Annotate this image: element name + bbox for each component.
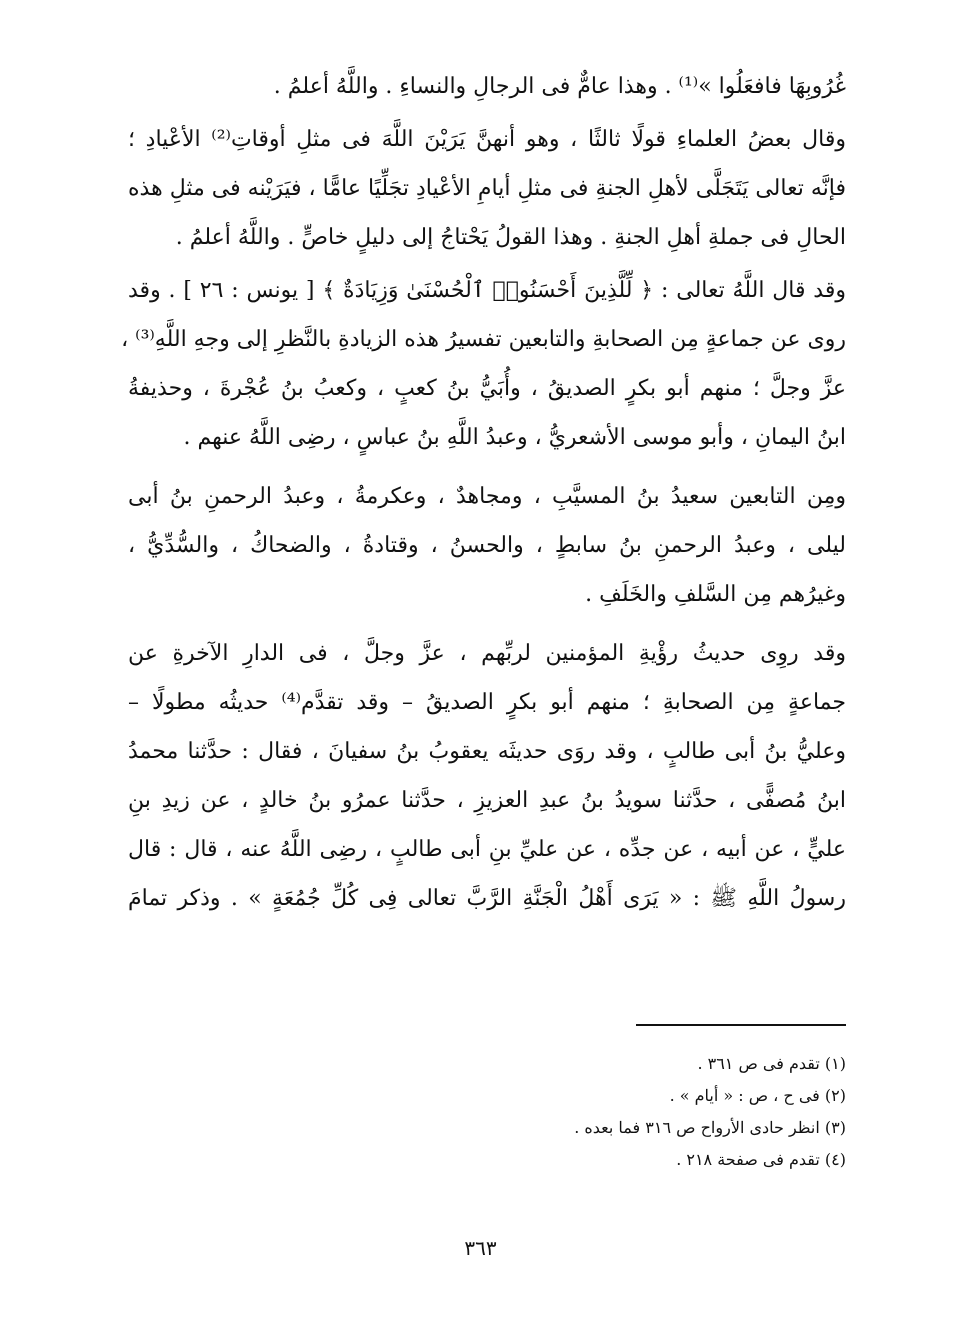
text-line: ومِن التابعين سعيدُ بنُ المسيَّبِ ، ومجاهدٌ ، وعكرمةُ ، وعبدُ الرحمنِ بنُ أبى xyxy=(128,484,846,509)
text-line: روى عن جماعةٍ مِن الصحابةِ والتابعين تفسيرُ هذه الزيادةِ بالنَّظرِ إلى وجهِ اللَّهِ⁽³⁾ ، xyxy=(121,327,846,352)
footnote-2: (٢) فى ح ، ص : « أيام » . xyxy=(669,1086,846,1105)
text-line: ابنُ مُصفًّى ، حدَّثنا سويدُ بنُ عبدِ العزيزِ ، حدَّثنا عمرُو بنُ خالدٍ ، عن زيدِ بنِ xyxy=(128,788,846,813)
footnotes xyxy=(326,1048,846,1176)
paragraph-3 xyxy=(121,266,846,462)
paragraph-1 xyxy=(128,62,846,111)
text-line: وقد قال اللَّهُ تعالى : ﴿ لِّلَّذِينَ أَحْسَنُوا۟ ٱلْحُسْنَىٰ وَزِيَادَةٌ ﴾ [ يونس : ٢٦ ] . وقد xyxy=(128,278,846,303)
main-text xyxy=(121,62,847,923)
text-line: عليٍّ ، عن أبيه ، عن جدِّه ، عن عليِّ بنِ أبى طالبٍ ، رضِى اللَّهُ عنه ، قال : قال xyxy=(128,837,846,862)
text-line: فإنَّه تعالى يَتَجَلَّى لأهلِ الجنةِ فى مثلِ أيامِ الأعْيادِ تجَلِّيًا عامًّا ، فيَرَيْنه فى مثلِ هذه xyxy=(128,176,846,201)
text-line: وقال بعضُ العلماءِ قولًا ثالثًا ، وهو أنهنَّ يَرَيْنَ اللَّهَ فى مثلِ أوقاتِ⁽²⁾ الأعْيادِ ؛ xyxy=(128,127,847,152)
page-number: ٣٦٣ xyxy=(464,1236,497,1260)
text-line: ابنُ اليمانِ ، وأبو موسى الأشعريُّ ، وعبدُ اللَّهِ بنُ عباسٍ ، رضِى اللَّهُ عنهم . xyxy=(183,425,846,450)
text-line: جماعةٍ مِن الصحابةِ ؛ منهم أبو بكرٍ الصديقُ – وقد تقدَّم⁽⁴⁾ حديثُه مطولًا – xyxy=(128,690,846,715)
text-line: غُرُوبِهَا فافعَلُوا »⁽¹⁾ . وهذا عامٌّ فى الرجالِ والنساءِ . واللَّهُ أعلمُ . xyxy=(273,74,846,99)
text-line: ليلى ، وعبدُ الرحمنِ بنُ سابطٍ ، والحسنُ ، وقتادةُ ، والضحاكُ ، والسُّدِّيُّ ، xyxy=(128,533,846,558)
paragraph-4 xyxy=(128,472,846,619)
text-line: وقد روِى حديثُ رؤْيةِ المؤمنين لربِّهم ، عزَّ وجلَّ ، فى الدارِ الآخرةِ عن xyxy=(128,641,846,666)
footnote-divider xyxy=(636,1024,846,1026)
text-line: عزَّ وجلَّ ؛ منهم أبو بكرٍ الصديقُ ، وأُبَيُّ بنُ كعبٍ ، وكعبُ بنُ عُجْرةَ ، وحذيفةُ xyxy=(128,376,846,401)
paragraph-5 xyxy=(128,629,846,923)
text-line: رسولُ اللَّهِ ﷺ : « يَرَى أَهْلُ الْجَنَّةِ الرَّبَّ تعالى فِى كُلِّ جُمُعَةٍ » . وذكر تمامَ xyxy=(128,886,846,911)
text-line: الحالِ فى جملةِ أهلِ الجنةِ . وهذا القولُ يَحْتاجُ إلى دليلٍ خاصٍّ . واللَّهُ أعلمُ . xyxy=(175,225,846,250)
footnote-4: (٤) تقدم فى صفحة ٢١٨ . xyxy=(676,1150,846,1169)
text-line: وغيرُهم مِن السَّلفِ والخَلَفِ . xyxy=(585,582,846,607)
footnote-3: (٣) انظر حادى الأرواح ص ٣١٦ فما بعده . xyxy=(574,1118,846,1137)
footnote-1: (١) تقدم فى ص ٣٦١ . xyxy=(697,1054,846,1073)
text-line: وعليُّ بنُ أبى طالبٍ ، وقد روَى حديثَه يعقوبُ بنُ سفيانَ ، فقال : حدَّثنا محمدُ xyxy=(128,739,846,764)
paragraph-2 xyxy=(128,115,846,262)
